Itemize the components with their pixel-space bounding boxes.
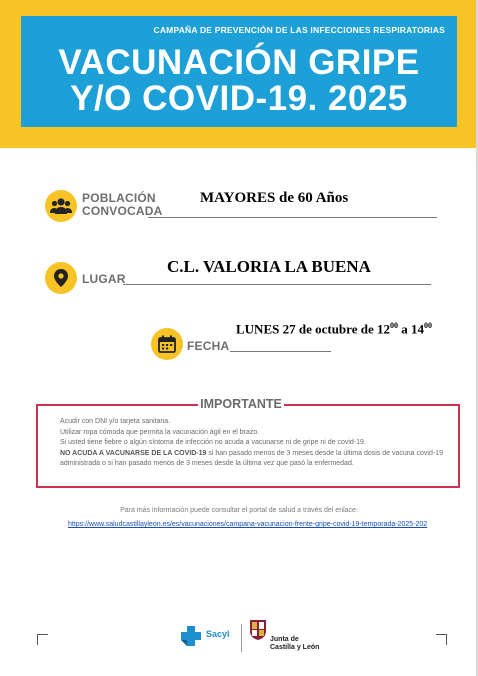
lugar-label: LUGAR [82, 272, 126, 286]
calendar-icon [151, 328, 183, 360]
lugar-underline [123, 284, 431, 285]
lugar-value: C.L. VALORIA LA BUENA [167, 257, 371, 276]
header-title-panel [21, 16, 457, 127]
fecha-value: LUNES 27 de octubre de $12^{00}$ a $14^{00}$ [236, 321, 432, 337]
group-icon [45, 190, 77, 222]
campaign-subtitle: CAMPAÑA DE PREVENCIÓN DE LAS INFECCIONES RESPIRATORIAS [153, 25, 445, 35]
title-line-1: VACUNACIÓN GRIPE [58, 43, 420, 82]
logo-divider [241, 624, 242, 652]
corner-mark-right [436, 634, 447, 645]
jcyl-shield-icon [250, 620, 266, 645]
poblacion-underline [148, 217, 437, 218]
poblacion-value: MAYORES de 60 Años [200, 190, 349, 206]
fecha-label: FECHA [187, 339, 230, 353]
fecha-underline [230, 351, 331, 352]
sacyl-name: Sacyl [206, 629, 230, 639]
poblacion-label: POBLACIÓN CONVOCADA [82, 191, 163, 218]
location-pin-icon [45, 262, 77, 294]
importante-title: IMPORTANTE [198, 396, 284, 412]
jcyl-name: Junta de Castilla y León [270, 636, 320, 651]
info-text: Para más información puede consultar el portal de salud a través del enlace: [120, 507, 358, 514]
importante-text: Acudir con DNI y/o tarjeta sanitaria. Utilizar ropa cómoda que permita la vacunación ágil en el brazo. Si usted tiene fiebre o algún síntoma de infección no acuda a vacunarse ni de gripe ni de covid-19. NO ACUDA A VACUNARSE DE LA COVID-19 si han pasado menos de 3 meses desde la última dosis de vacuna covid-19 administrada o si han pasado menos de 3 meses desde la última vez que pasó la enfermedad. [60, 418, 443, 468]
info-link[interactable]: https://www.saludcastillayleon.es/es/vacunaciones/campana-vacunacion-frente-gripe-covid-19-temporada-2025-202 [68, 521, 428, 528]
title-line-2: Y/O COVID-19. 2025 [70, 79, 408, 118]
corner-mark-left [37, 634, 48, 645]
sacyl-logo-icon [178, 624, 204, 653]
